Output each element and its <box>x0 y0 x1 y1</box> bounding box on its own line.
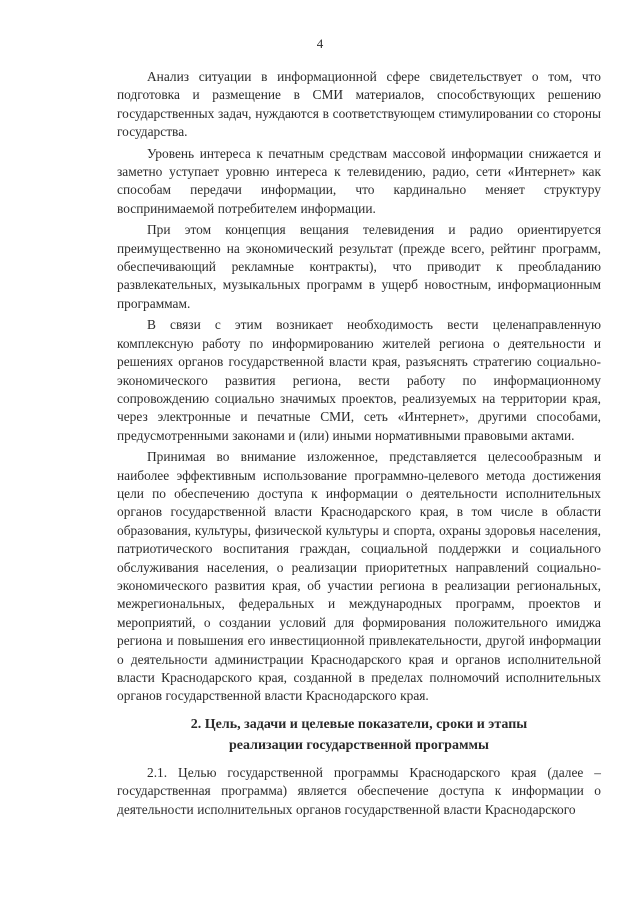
paragraph-program-goal: 2.1. Целью государственной программы Краснодарского края (далее – государственная программа) является обеспечение доступа к информации о деятельности исполнительных органов государственной власти Краснодарского <box>117 765 601 817</box>
paragraph-broadcasting-concept: При этом концепция вещания телевидения и радио ориентируется преимущественно на экономический результат (прежде всего, рейтинг программ, обеспечивающий рекламные контракты), что приводит к преобладанию развлекательных, музыкальных программ в ущерб новостным, информационным программам. <box>117 222 601 311</box>
document-body <box>117 68 601 709</box>
paragraph-program-target-method: Принимая во внимание изложенное, представляется целесообразным и наиболее эффективным использование программно-целевого метода достижения цели по обеспечению доступа к информации о деятельности исполнительных органов государственной власти Краснодарского края, в том числе в области образования, культуры, физической культуры и спорта, охраны здоровья населения, патриотического воспитания граждан, социальной поддержки и социального обслуживания населения, о реализации приоритетных направлений социально-экономического развития края, об участии региона в реализации региональных, межрегиональных, федеральных и международных программ, проектов и мероприятий, о создании условий для формирования положительного имиджа региона и повышения его инвестиционной привлекательности, другой информации о деятельности администрации Краснодарского края и органов исполнительной власти Краснодарского края, созданной в пределах полномочий исполнительных органов государственной власти Краснодарского края. <box>117 449 601 704</box>
paragraph-analysis: Анализ ситуации в информационной сфере свидетельствует о том, что подготовка и размещение в СМИ материалов, способствующих решению государственных задач, нуждаются в соответствующем стимулировании со стороны государства. <box>117 69 601 140</box>
paragraph-print-media-interest: Уровень интереса к печатным средствам массовой информации снижается и заметно уступает уровню интереса к телевидению, радио, сети «Интернет» как способам передачи информации, что кардинально меняет структуру воспринимаемой потребителем информации. <box>117 145 601 216</box>
section-heading <box>117 714 601 756</box>
paragraph-informing-necessity: В связи с этим возникает необходимость вести целенаправленную комплексную работу по информированию жителей региона о деятельности и решениях органов государственной власти края, разъяснять стратегию социально-экономического развития региона, вести работу по информационному сопровождению социально значимых проектов, реализуемых на территории края, через электронные и печатные СМИ, сеть «Интернет», другими способами, предусмотренными законами и (или) иными нормативными правовыми актами. <box>117 317 601 443</box>
section-body <box>117 764 601 822</box>
section-heading-line2: реализации государственной программы <box>229 738 489 753</box>
section-heading-line1: 2. Цель, задачи и целевые показатели, сроки и этапы <box>190 717 528 732</box>
page-number: 4 <box>316 36 324 51</box>
